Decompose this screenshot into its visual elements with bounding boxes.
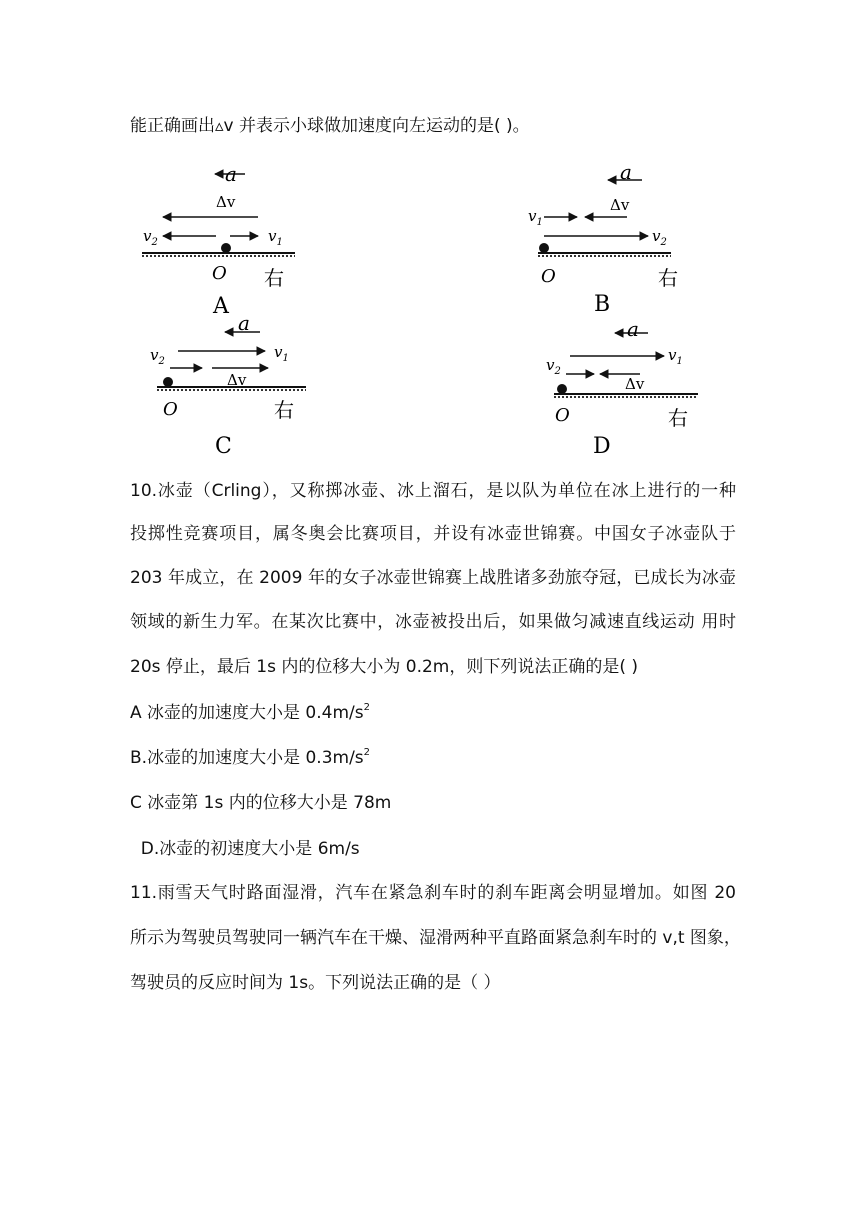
panel-b xyxy=(528,160,678,317)
ball xyxy=(163,377,173,387)
label-a: a xyxy=(627,317,639,341)
panel-a xyxy=(142,162,295,319)
q10-line: 203 年成立，在 2009 年的女子冰壶世锦赛上战胜诸多劲旅夺冠，已成长为冰壶 xyxy=(130,568,736,588)
svg-text:v2 xyxy=(143,227,158,248)
svg-text:v2 xyxy=(150,346,165,367)
label-v1: v xyxy=(274,343,283,361)
label-dv: Δv xyxy=(610,196,630,214)
panel-d xyxy=(546,317,698,459)
ball xyxy=(221,243,231,253)
ball xyxy=(557,384,567,394)
q10-option-b xyxy=(130,746,370,770)
svg-text:v1 xyxy=(528,207,543,228)
label-v1-sub: 1 xyxy=(282,353,289,364)
label-v2: v xyxy=(150,346,159,364)
q11-line: 11.雨雪天气时路面湿滑，汽车在紧急刹车时的刹车距离会明显增加。如图 20 xyxy=(130,883,736,903)
label-v1: v xyxy=(528,207,537,225)
label-dv: Δv xyxy=(227,371,247,389)
option-text: A 冰壶的加速度大小是 0.4m/s xyxy=(130,703,364,723)
label-v1: v xyxy=(668,346,677,364)
svg-text:v2 xyxy=(546,356,561,377)
ball xyxy=(539,243,549,253)
q11-line: 驾驶员的反应时间为 1s。下列说法正确的是（ ） xyxy=(130,973,501,993)
label-v2: v xyxy=(143,227,152,245)
label-O: O xyxy=(541,266,556,287)
label-right: 右 xyxy=(264,266,284,290)
option-text: D.冰壶的初速度大小是 6m/s xyxy=(130,839,360,859)
label-O: O xyxy=(163,399,178,420)
option-label-C: C xyxy=(215,434,232,459)
label-a: a xyxy=(238,311,250,335)
label-dv: Δv xyxy=(216,193,236,211)
option-text: C 冰壶第 1s 内的位移大小是 78m xyxy=(130,793,392,813)
label-v1: v xyxy=(268,227,277,245)
intro-line: 能正确画出▵v 并表示小球做加速度向左运动的是( )。 xyxy=(130,116,530,136)
option-label-B: B xyxy=(594,292,611,317)
label-right: 右 xyxy=(658,266,678,290)
option-sup: 2 xyxy=(363,747,371,758)
svg-text:v1 xyxy=(268,227,283,248)
q10-option-d xyxy=(130,837,360,861)
label-dv: Δv xyxy=(625,375,645,393)
svg-text:v1 xyxy=(668,346,683,367)
label-a: a xyxy=(225,162,237,186)
label-right: 右 xyxy=(668,406,688,430)
q10-line: 20s 停止，最后 1s 内的位移大小为 0.2m，则下列说法正确的是( ) xyxy=(130,657,639,677)
option-label-A: A xyxy=(213,294,229,319)
label-v2: v xyxy=(546,356,555,374)
figure-svg xyxy=(130,155,736,460)
svg-text:v1 xyxy=(274,343,289,364)
q10-line: 领域的新生力军。在某次比赛中，冰壶被投出后，如果做匀减速直线运动 用时 xyxy=(130,612,736,632)
label-v2: v xyxy=(652,227,661,245)
q11-line: 所示为驾驶员驾驶同一辆汽车在干燥、湿滑两种平直路面紧急刹车时的 v,t 图象， xyxy=(130,928,741,948)
option-sup: 2 xyxy=(363,702,370,713)
label-a: a xyxy=(620,160,632,184)
option-label-D: D xyxy=(593,434,611,459)
label-v1-sub: 1 xyxy=(676,356,683,367)
figure-options xyxy=(130,155,736,460)
label-v2-sub: 2 xyxy=(554,366,561,377)
panel-c xyxy=(150,311,306,459)
label-O: O xyxy=(212,263,227,284)
label-v2-sub: 2 xyxy=(158,356,165,367)
label-v1-sub: 1 xyxy=(276,237,283,248)
label-v2-sub: 2 xyxy=(660,237,667,248)
label-v1-sub: 1 xyxy=(536,217,543,228)
option-text: B.冰壶的加速度大小是 0.3m/s xyxy=(130,748,364,768)
q10-option-c xyxy=(130,791,391,815)
q10-line: 投掷性竞赛项目，属冬奥会比赛项目，并设有冰壶世锦赛。中国女子冰壶队于 xyxy=(130,524,736,544)
label-O: O xyxy=(555,405,570,426)
label-v2-sub: 2 xyxy=(151,237,158,248)
label-right: 右 xyxy=(274,398,294,422)
q10-option-a xyxy=(130,701,370,725)
q10-line: 10.冰壶（Crling），又称掷冰壶、冰上溜石，是以队为单位在冰上进行的一种 xyxy=(130,481,736,501)
svg-text:v2 xyxy=(652,227,667,248)
